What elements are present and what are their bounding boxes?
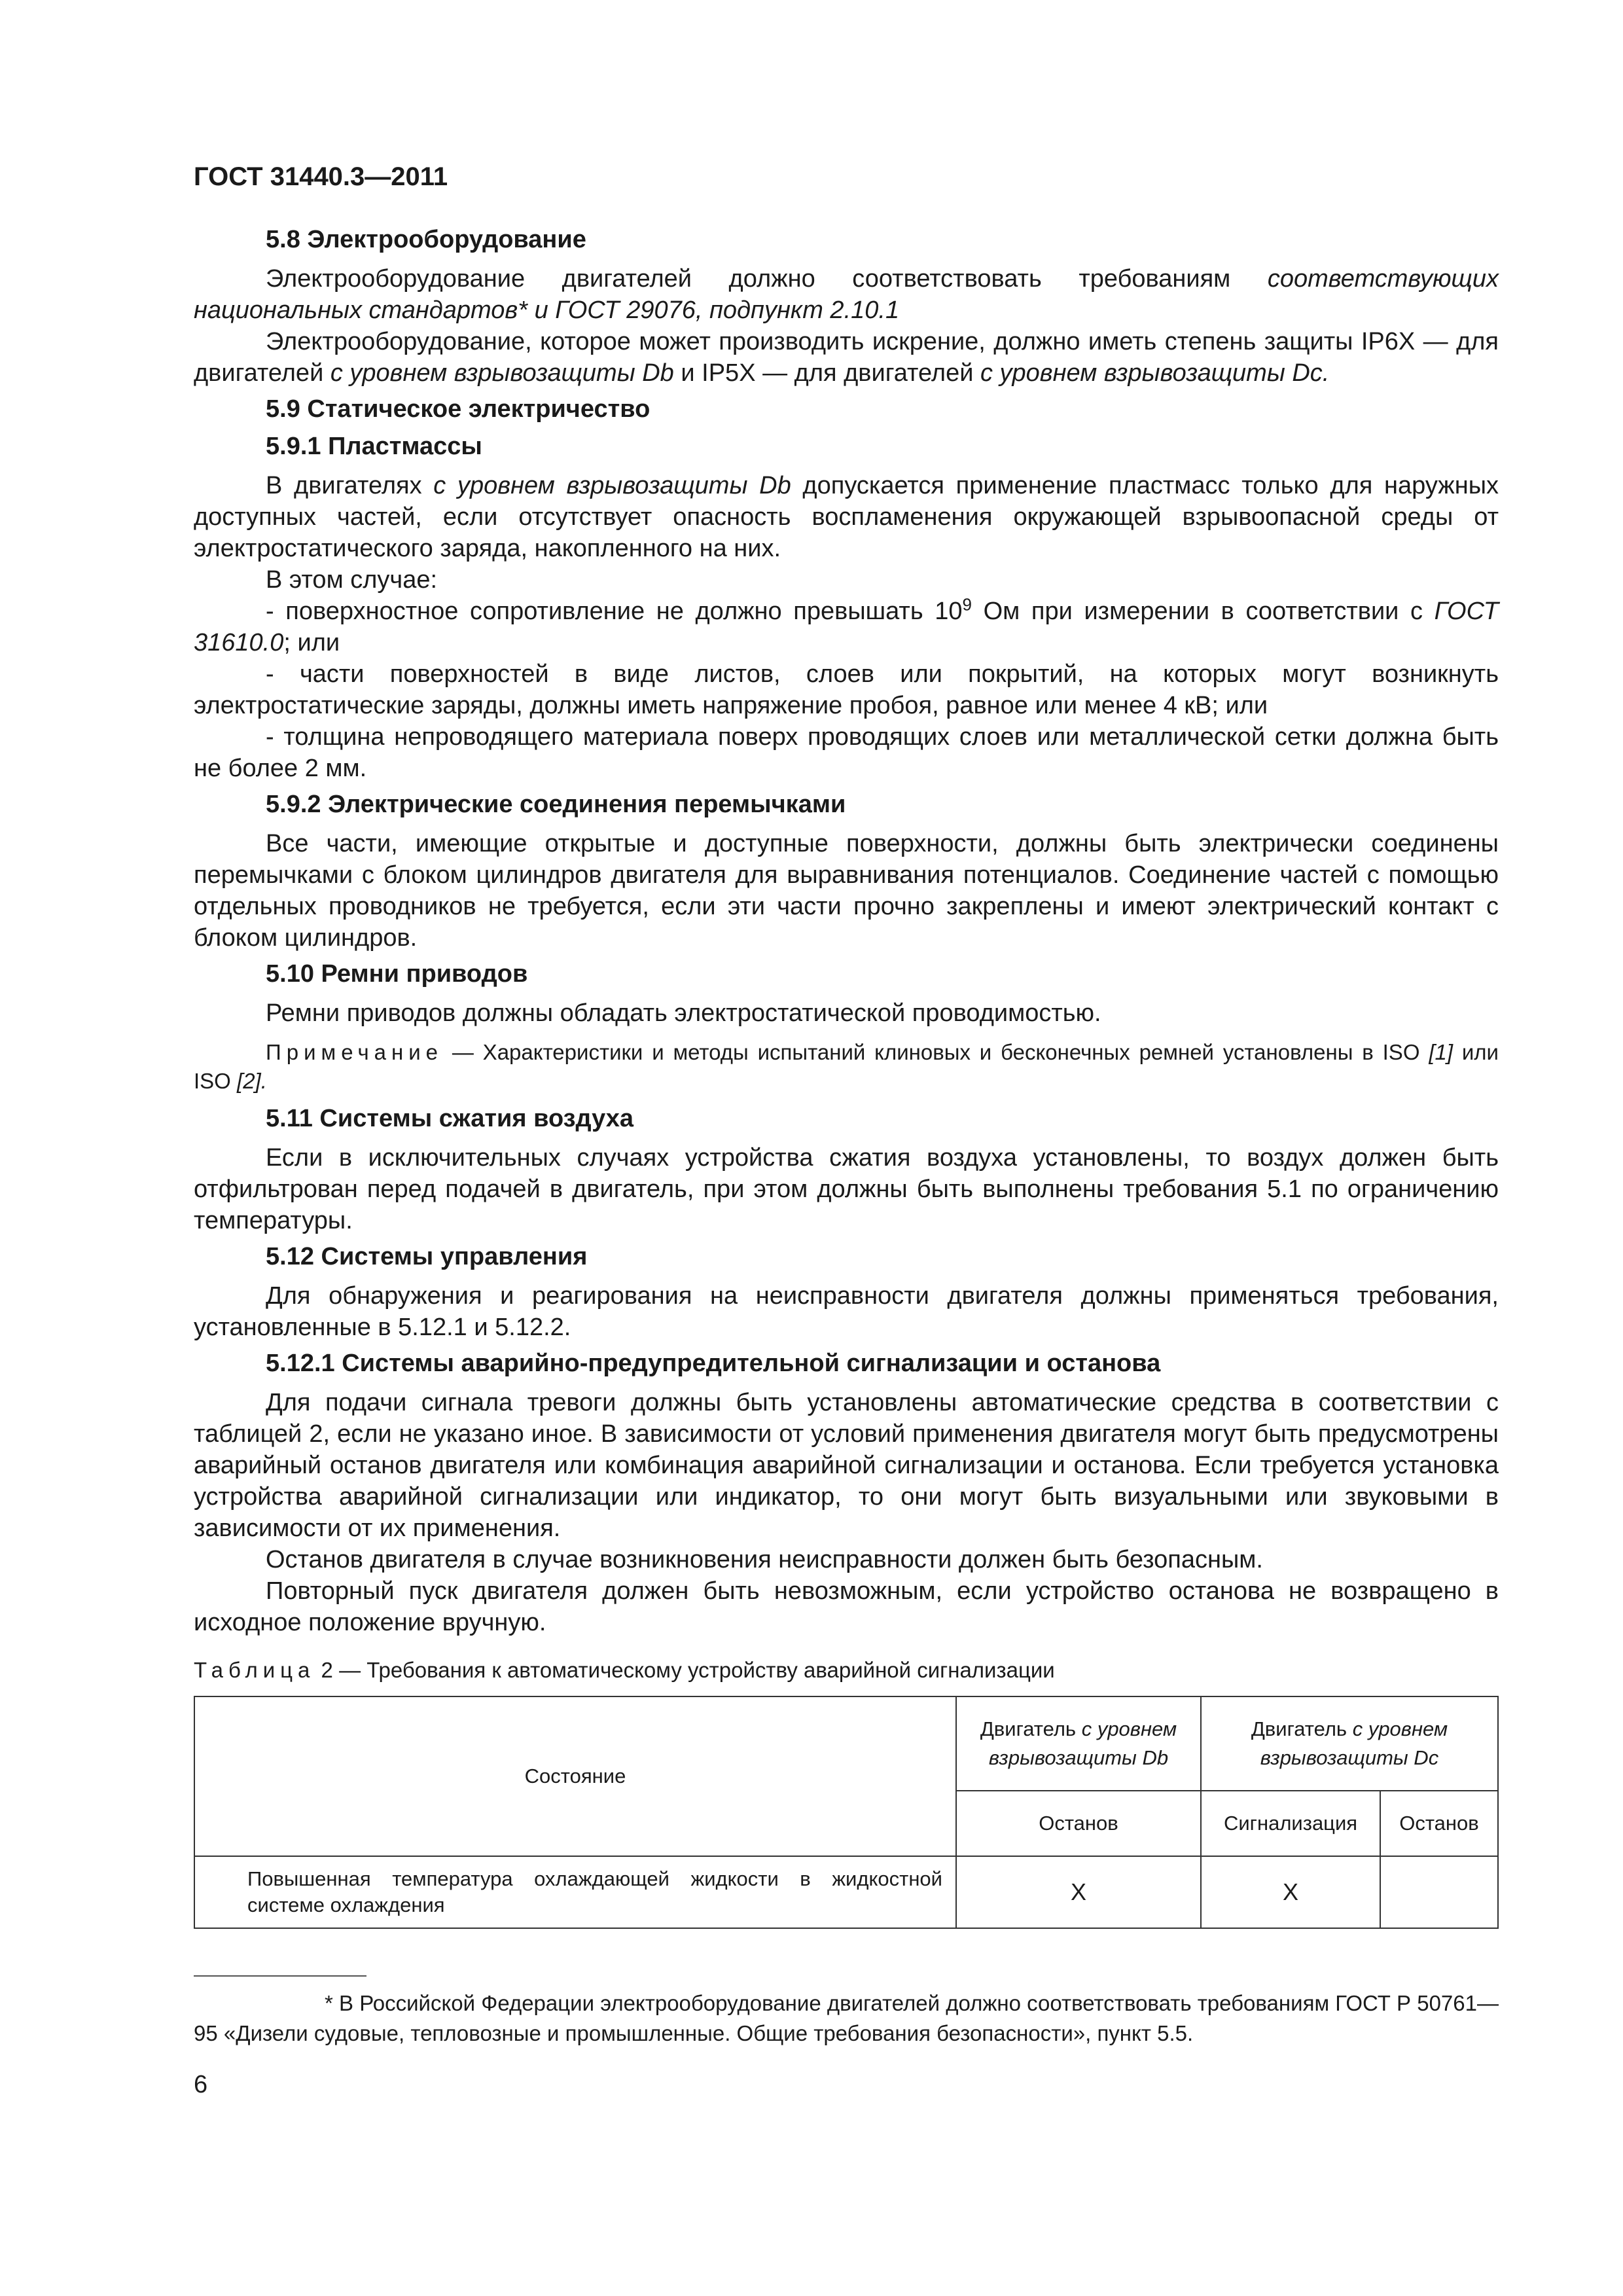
table-row <box>194 1856 1498 1928</box>
list-item-breakdown-voltage: - части поверхностей в виде листов, слоев или покрытий, на которых могут возникнуть электростатические заряды, должны иметь напряжение пробоя, равное или менее 4 кВ; или <box>194 660 1499 719</box>
page-content <box>194 162 1499 1929</box>
table-subheader-db-stop: Останов <box>956 1791 1201 1856</box>
paragraph-5-12-1-3: Повторный пуск двигателя должен быть невозможным, если устройство останова не возвращено в исходное положение вручную. <box>194 1577 1499 1636</box>
table-header-dc: Двигатель с уровнем взрывозащиты Dc <box>1201 1696 1498 1791</box>
page-number: 6 <box>194 2071 208 2098</box>
table-header-state: Состояние <box>194 1696 956 1856</box>
paragraph-5-9-1-1: В двигателях с уровнем взрывозащиты Db допускается применение пластмасс только для наружных доступных частей, если отсутствует опасность воспламенения окружающей взрывоопасной среды от электростатического заряда, накопленного на них. <box>194 472 1499 562</box>
footnote: * В Российской Федерации электрооборудование двигателей должно соответствовать требованиям ГОСТ Р 50761—95 «Дизели судовые, тепловозные и промышленные. Общие требования безопасности», пункт 5.5. <box>194 1991 1499 2045</box>
paragraph-5-12-1: Для обнаружения и реагирования на неисправности двигателя должны применяться требования, установленные в 5.12.1 и 5.12.2. <box>194 1282 1499 1341</box>
heading-5-9-1: 5.9.1 Пластмассы <box>266 433 482 460</box>
footnote-separator <box>194 1975 366 1977</box>
table-2 <box>194 1696 1499 1929</box>
note-5-10: Примечание — Характеристики и методы испытаний клиновых и бесконечных ремней установлены в ISO [1] или ISO [2]. <box>194 1040 1499 1093</box>
heading-5-12: 5.12 Системы управления <box>266 1243 588 1270</box>
paragraph-5-11-1: Если в исключительных случаях устройства сжатия воздуха установлены, то воздух должен быть отфильтрован перед подачей в двигатель, при этом должны быть выполнены требования 5.1 по ограничению температуры. <box>194 1144 1499 1234</box>
table-subheader-dc-stop: Останов <box>1380 1791 1498 1856</box>
heading-5-9: 5.9 Статическое электричество <box>266 395 651 423</box>
heading-5-11: 5.11 Системы сжатия воздуха <box>266 1105 634 1132</box>
table-cell-db-stop: X <box>956 1856 1201 1928</box>
document-id-header: ГОСТ 31440.3—2011 <box>194 162 448 191</box>
heading-5-8: 5.8 Электрооборудование <box>266 226 586 253</box>
paragraph-5-10-1: Ремни приводов должны обладать электростатической проводимостью. <box>266 999 1101 1027</box>
table-cell-state: Повышенная температура охлаждающей жидкости в жидкостной системе охлаждения <box>194 1856 956 1928</box>
paragraph-5-12-1-1: Для подачи сигнала тревоги должны быть установлены автоматические средства в соответствии с таблицей 2, если не указано иное. В зависимости от условий применения двигателя могут быть предусмотрены аварийный останов двигателя или комбинация аварийной сигнализации и останова. Если требуется установка устройства аварийной сигнализации или индикатор, то они могут быть визуальными или звуковыми в зависимости от их применения. <box>194 1389 1499 1542</box>
table-2-title: Таблица 2 — Требования к автоматическому устройству аварийной сигнализации <box>194 1658 1055 1682</box>
table-subheader-dc-alarm: Сигнализация <box>1201 1791 1380 1856</box>
table-cell-dc-stop <box>1380 1856 1498 1928</box>
paragraph-5-9-1-2: В этом случае: <box>266 566 438 594</box>
heading-5-12-1: 5.12.1 Системы аварийно-предупредительной сигнализации и останова <box>266 1350 1161 1377</box>
table-cell-dc-alarm: X <box>1201 1856 1380 1928</box>
paragraph-5-12-1-2: Останов двигателя в случае возникновения неисправности должен быть безопасным. <box>266 1546 1263 1573</box>
list-item-thickness: - толщина непроводящего материала поверх проводящих слоев или металлической сетки должна быть не более 2 мм. <box>194 723 1499 782</box>
heading-5-10: 5.10 Ремни приводов <box>266 960 528 988</box>
heading-5-9-2: 5.9.2 Электрические соединения перемычками <box>266 791 846 818</box>
paragraph-5-8-1: Электрооборудование двигателей должно соответствовать требованиям соответствующих национальных стандартов* и ГОСТ 29076, подпункт 2.10.1 <box>194 265 1499 324</box>
paragraph-5-9-2-1: Все части, имеющие открытые и доступные поверхности, должны быть электрически соединены перемычками с блоком цилиндров двигателя для выравнивания потенциалов. Соединение частей с помощью отдельных проводников не требуется, если эти части прочно закреплены и имеют электрический контакт с блоком цилиндров. <box>194 830 1499 952</box>
list-item-resistance: - поверхностное сопротивление не должно превышать $10^9$ Ом при измерении в соответствии с ГОСТ 31610.0; или <box>194 594 1499 656</box>
table-header-db: Двигатель с уровнем взрывозащиты Db <box>956 1696 1201 1791</box>
paragraph-5-8-2: Электрооборудование, которое может производить искрение, должно иметь степень защиты IP6X — для двигателей с уровнем взрывозащиты Db и IP5X — для двигателей с уровнем взрывозащиты Dc. <box>194 328 1499 387</box>
